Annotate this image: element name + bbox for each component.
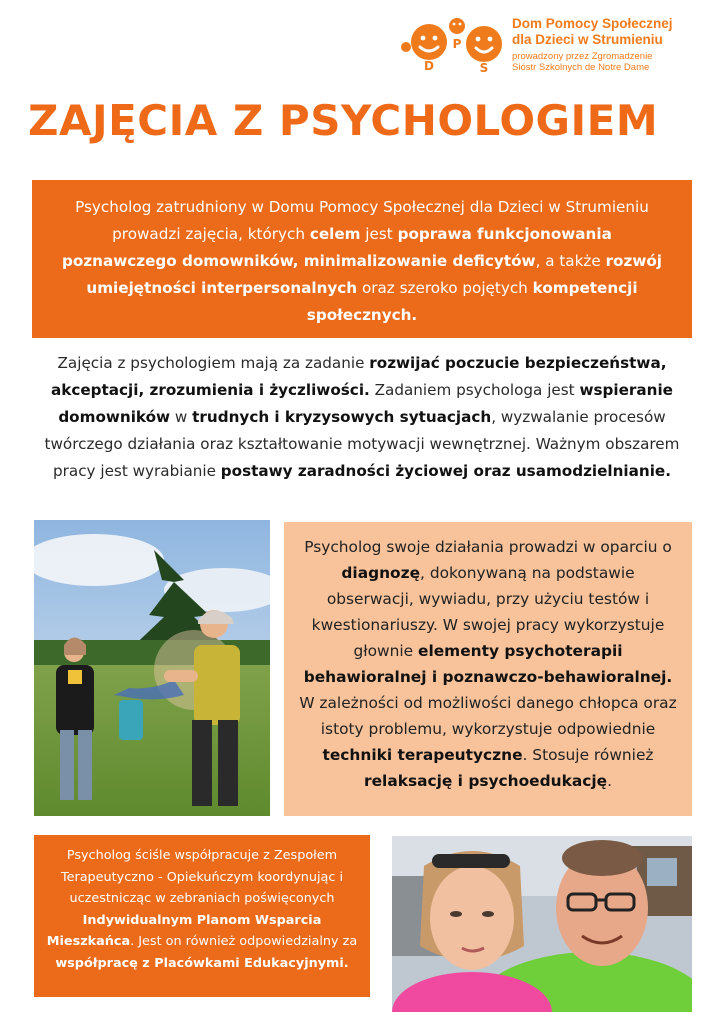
- logo-letter-p: P: [452, 37, 462, 51]
- cooperation-box: Psycholog ściśle współpracuje z Zespołem Terapeutyczno - Opiekuńczym koordynując i uczestnicząc w zebraniach poświęconych Indywidualnym Planom Wsparcia Mieszkańca. Jest on również odpowiedzialny za współpracę z Placówkami Edukacyjnymi.: [34, 835, 370, 997]
- logo-sub-line2: Sióstr Szkolnych de Notre Dame: [512, 62, 650, 73]
- outdoor-activity-photo: [34, 520, 270, 816]
- logo-letter-d: D: [424, 59, 434, 73]
- logo-text: [512, 16, 673, 73]
- logo-name-line1: Dom Pomocy Społecznej: [512, 16, 673, 31]
- organization-logo: [392, 12, 692, 82]
- logo-letter-s: S: [479, 61, 489, 74]
- selfie-photo: [392, 836, 692, 1012]
- intro-box: Psycholog zatrudniony w Domu Pomocy Społecznej dla Dzieci w Strumieniu prowadzi zajęcia, których celem jest poprawa funkcjonowania poznawczego domowników, minimalizowanie deficytów, a także rozwój umiejętności interpersonalnych oraz szeroko pojętych kompetencji społecznych.: [32, 180, 692, 338]
- dps-logo-mark: [392, 12, 504, 74]
- page-title: ZAJĘCIA Z PSYCHOLOGIEM: [28, 96, 659, 145]
- logo-sub-line1: prowadzony przez Zgromadzenie: [512, 51, 653, 62]
- goals-paragraph: Zajęcia z psychologiem mają za zadanie rozwijać poczucie bezpieczeństwa, akceptacji, zrozumienia i życzliwości. Zadaniem psychologa jest wspieranie domowników w trudnych i kryzysowych sytuacjach, wyzwalanie procesów twórczego działania oraz kształtowanie motywacji wewnętrznej. Ważnym obszarem pracy jest wyrabianie postawy zaradności życiowej oraz usamodzielnianie.: [44, 354, 680, 480]
- methods-box: Psycholog swoje działania prowadzi w oparciu o diagnozę, dokonywaną na podstawie obserwacji, wywiadu, przy użyciu testów i kwestionariuszy. W swojej pracy wykorzystuje głownie elementy psychoterapii behawioralnej i poznawczo-behawioralnej. W zależności od możliwości danego chłopca oraz istoty problemu, wykorzystuje odpowiednie techniki terapeutyczne. Stosuje również relaksację i psychoedukację.: [284, 522, 692, 816]
- logo-name-line2: dla Dzieci w Strumieniu: [512, 32, 663, 47]
